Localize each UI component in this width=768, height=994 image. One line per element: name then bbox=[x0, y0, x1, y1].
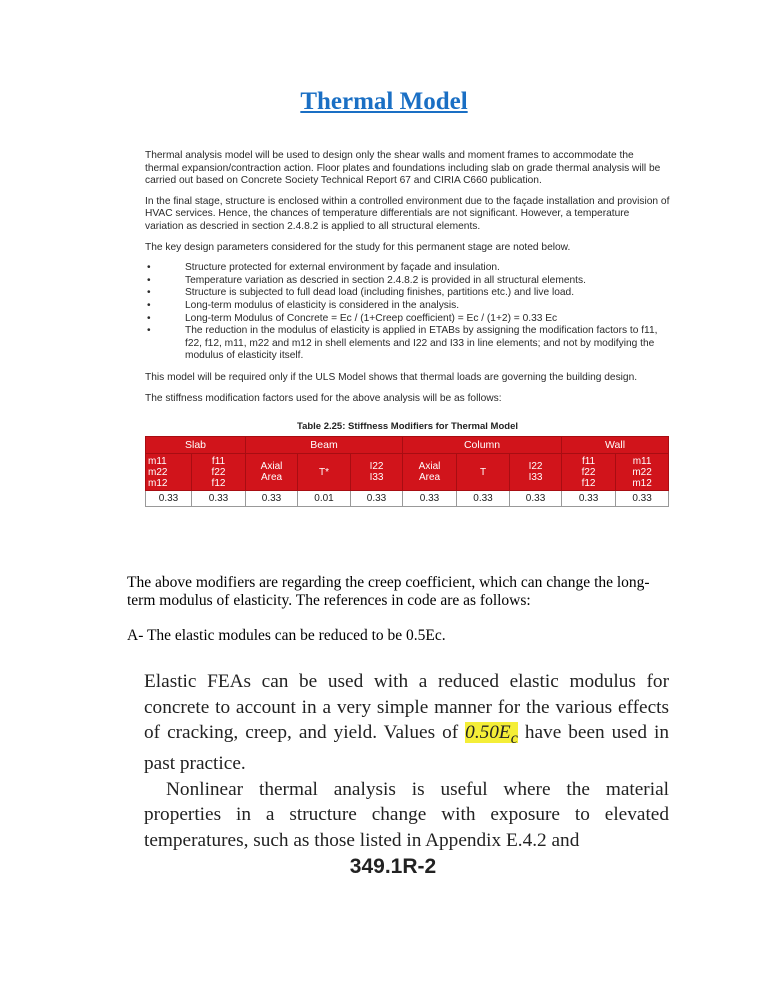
scan-paragraph: This model will be required only if the ULS Model shows that thermal loads are governing the building design. bbox=[145, 371, 638, 383]
list-item: • Long-term modulus of elasticity is considered in the analysis. bbox=[147, 299, 460, 311]
excerpt-paragraph: Nonlinear thermal analysis is useful where the material properties in a structure change with exposure to elevated temperatures, such as those listed in Appendix E.4.2 and bbox=[144, 778, 669, 851]
group-header-slab: Slab bbox=[146, 437, 246, 454]
table-cell: 0.01 bbox=[298, 491, 351, 507]
body-paragraph: A- The elastic modules can be reduced to be 0.5Ec. bbox=[127, 627, 446, 644]
body-paragraph: The above modifiers are regarding the creep coefficient, which can change the long-term modulus of elasticity. The references in code are as follows: bbox=[127, 574, 650, 609]
page-title: Thermal Model bbox=[300, 88, 468, 115]
subheader-cell: f11 f22 f12 bbox=[562, 454, 616, 491]
subheader-cell: T* bbox=[298, 454, 351, 491]
bullet-icon: • bbox=[147, 274, 151, 286]
table-cell: 0.33 bbox=[616, 491, 669, 507]
list-item: • Temperature variation as descried in section 2.4.8.2 is provided in all structural elements. bbox=[147, 274, 586, 286]
design-parameters-list bbox=[145, 262, 670, 363]
table-cell: 0.33 bbox=[192, 491, 246, 507]
subheader-cell: m11 m22 m12 bbox=[616, 454, 669, 491]
subheader-cell: T bbox=[457, 454, 510, 491]
scan-paragraph: Thermal analysis model will be used to design only the shear walls and moment frames to accommodate the thermal expansion/contraction action. Floor plates and foundations including slab on grade thermal analysis will be carried out based on Concrete Society Technical Report 67 and CIRIA C660 publication. bbox=[145, 150, 661, 187]
scan-paragraph: The key design parameters considered for the study for this permanent stage are noted below. bbox=[145, 241, 571, 253]
list-item: • Structure protected for external environment by façade and insulation. bbox=[147, 262, 500, 274]
list-item: • The reduction in the modulus of elasticity is applied in ETABs by assigning the modification factors to f11, f22, f12, m11, m22 and m12 in shell elements and I22 and I33 in line elements; and not by modifying the modulus of elasticity itself. bbox=[147, 325, 658, 362]
table-cell: 0.33 bbox=[146, 491, 192, 507]
scan-paragraph: The stiffness modification factors used for the above analysis will be as follows: bbox=[145, 392, 502, 404]
table-row bbox=[146, 491, 669, 507]
code-excerpt bbox=[144, 669, 669, 853]
subheader-cell: f11 f22 f12 bbox=[192, 454, 246, 491]
subheader-cell: Axial Area bbox=[246, 454, 298, 491]
table-cell: 0.33 bbox=[457, 491, 510, 507]
excerpt-paragraph: Elastic FEAs can be used with a reduced elastic modulus for concrete to account in a very simple manner for the various effects of cracking, creep, and yield. Values of $0.50E_c$ have been used in past practice. bbox=[144, 671, 670, 775]
table-cell: 0.33 bbox=[351, 491, 403, 507]
subheader-cell: Axial Area bbox=[403, 454, 457, 491]
group-header-beam: Beam bbox=[246, 437, 403, 454]
scan-paragraph: In the final stage, structure is enclosed within a controlled environment due to the façade installation and provision of HVAC services. Hence, the chances of temperature differentials are not significant. However, a temperature variation as descried in section 2.4.8.2 is applied to all structural elements. bbox=[145, 195, 670, 232]
bullet-icon: • bbox=[147, 312, 151, 324]
table-cell: 0.33 bbox=[510, 491, 562, 507]
table-cell: 0.33 bbox=[246, 491, 298, 507]
group-header-column: Column bbox=[403, 437, 562, 454]
highlighted-value: $0.50E_c$ bbox=[465, 722, 518, 747]
subheader-cell: m11 m22 m12 bbox=[146, 454, 192, 491]
table-caption: Table 2.25: Stiffness Modifiers for Thermal Model bbox=[296, 421, 518, 432]
bullet-icon: • bbox=[147, 262, 151, 274]
list-item: • Long-term Modulus of Concrete = Ec / (1+Creep coefficient) = Ec / (1+2) = 0.33 Ec bbox=[147, 312, 558, 324]
table-cell: 0.33 bbox=[562, 491, 616, 507]
scanned-excerpt bbox=[145, 150, 670, 413]
list-item: • Structure is subjected to full dead load (including finishes, partitions etc.) and live load. bbox=[147, 287, 575, 299]
body-text bbox=[127, 574, 657, 662]
stiffness-modifiers-table bbox=[145, 436, 669, 507]
bullet-icon: • bbox=[147, 325, 151, 337]
page-code: 349.1R-2 bbox=[349, 855, 437, 878]
subheader-cell: I22 I33 bbox=[510, 454, 562, 491]
bullet-icon: • bbox=[147, 299, 151, 311]
subheader-cell: I22 I33 bbox=[351, 454, 403, 491]
group-header-wall: Wall bbox=[562, 437, 669, 454]
table-cell: 0.33 bbox=[403, 491, 457, 507]
bullet-icon: • bbox=[147, 287, 151, 299]
